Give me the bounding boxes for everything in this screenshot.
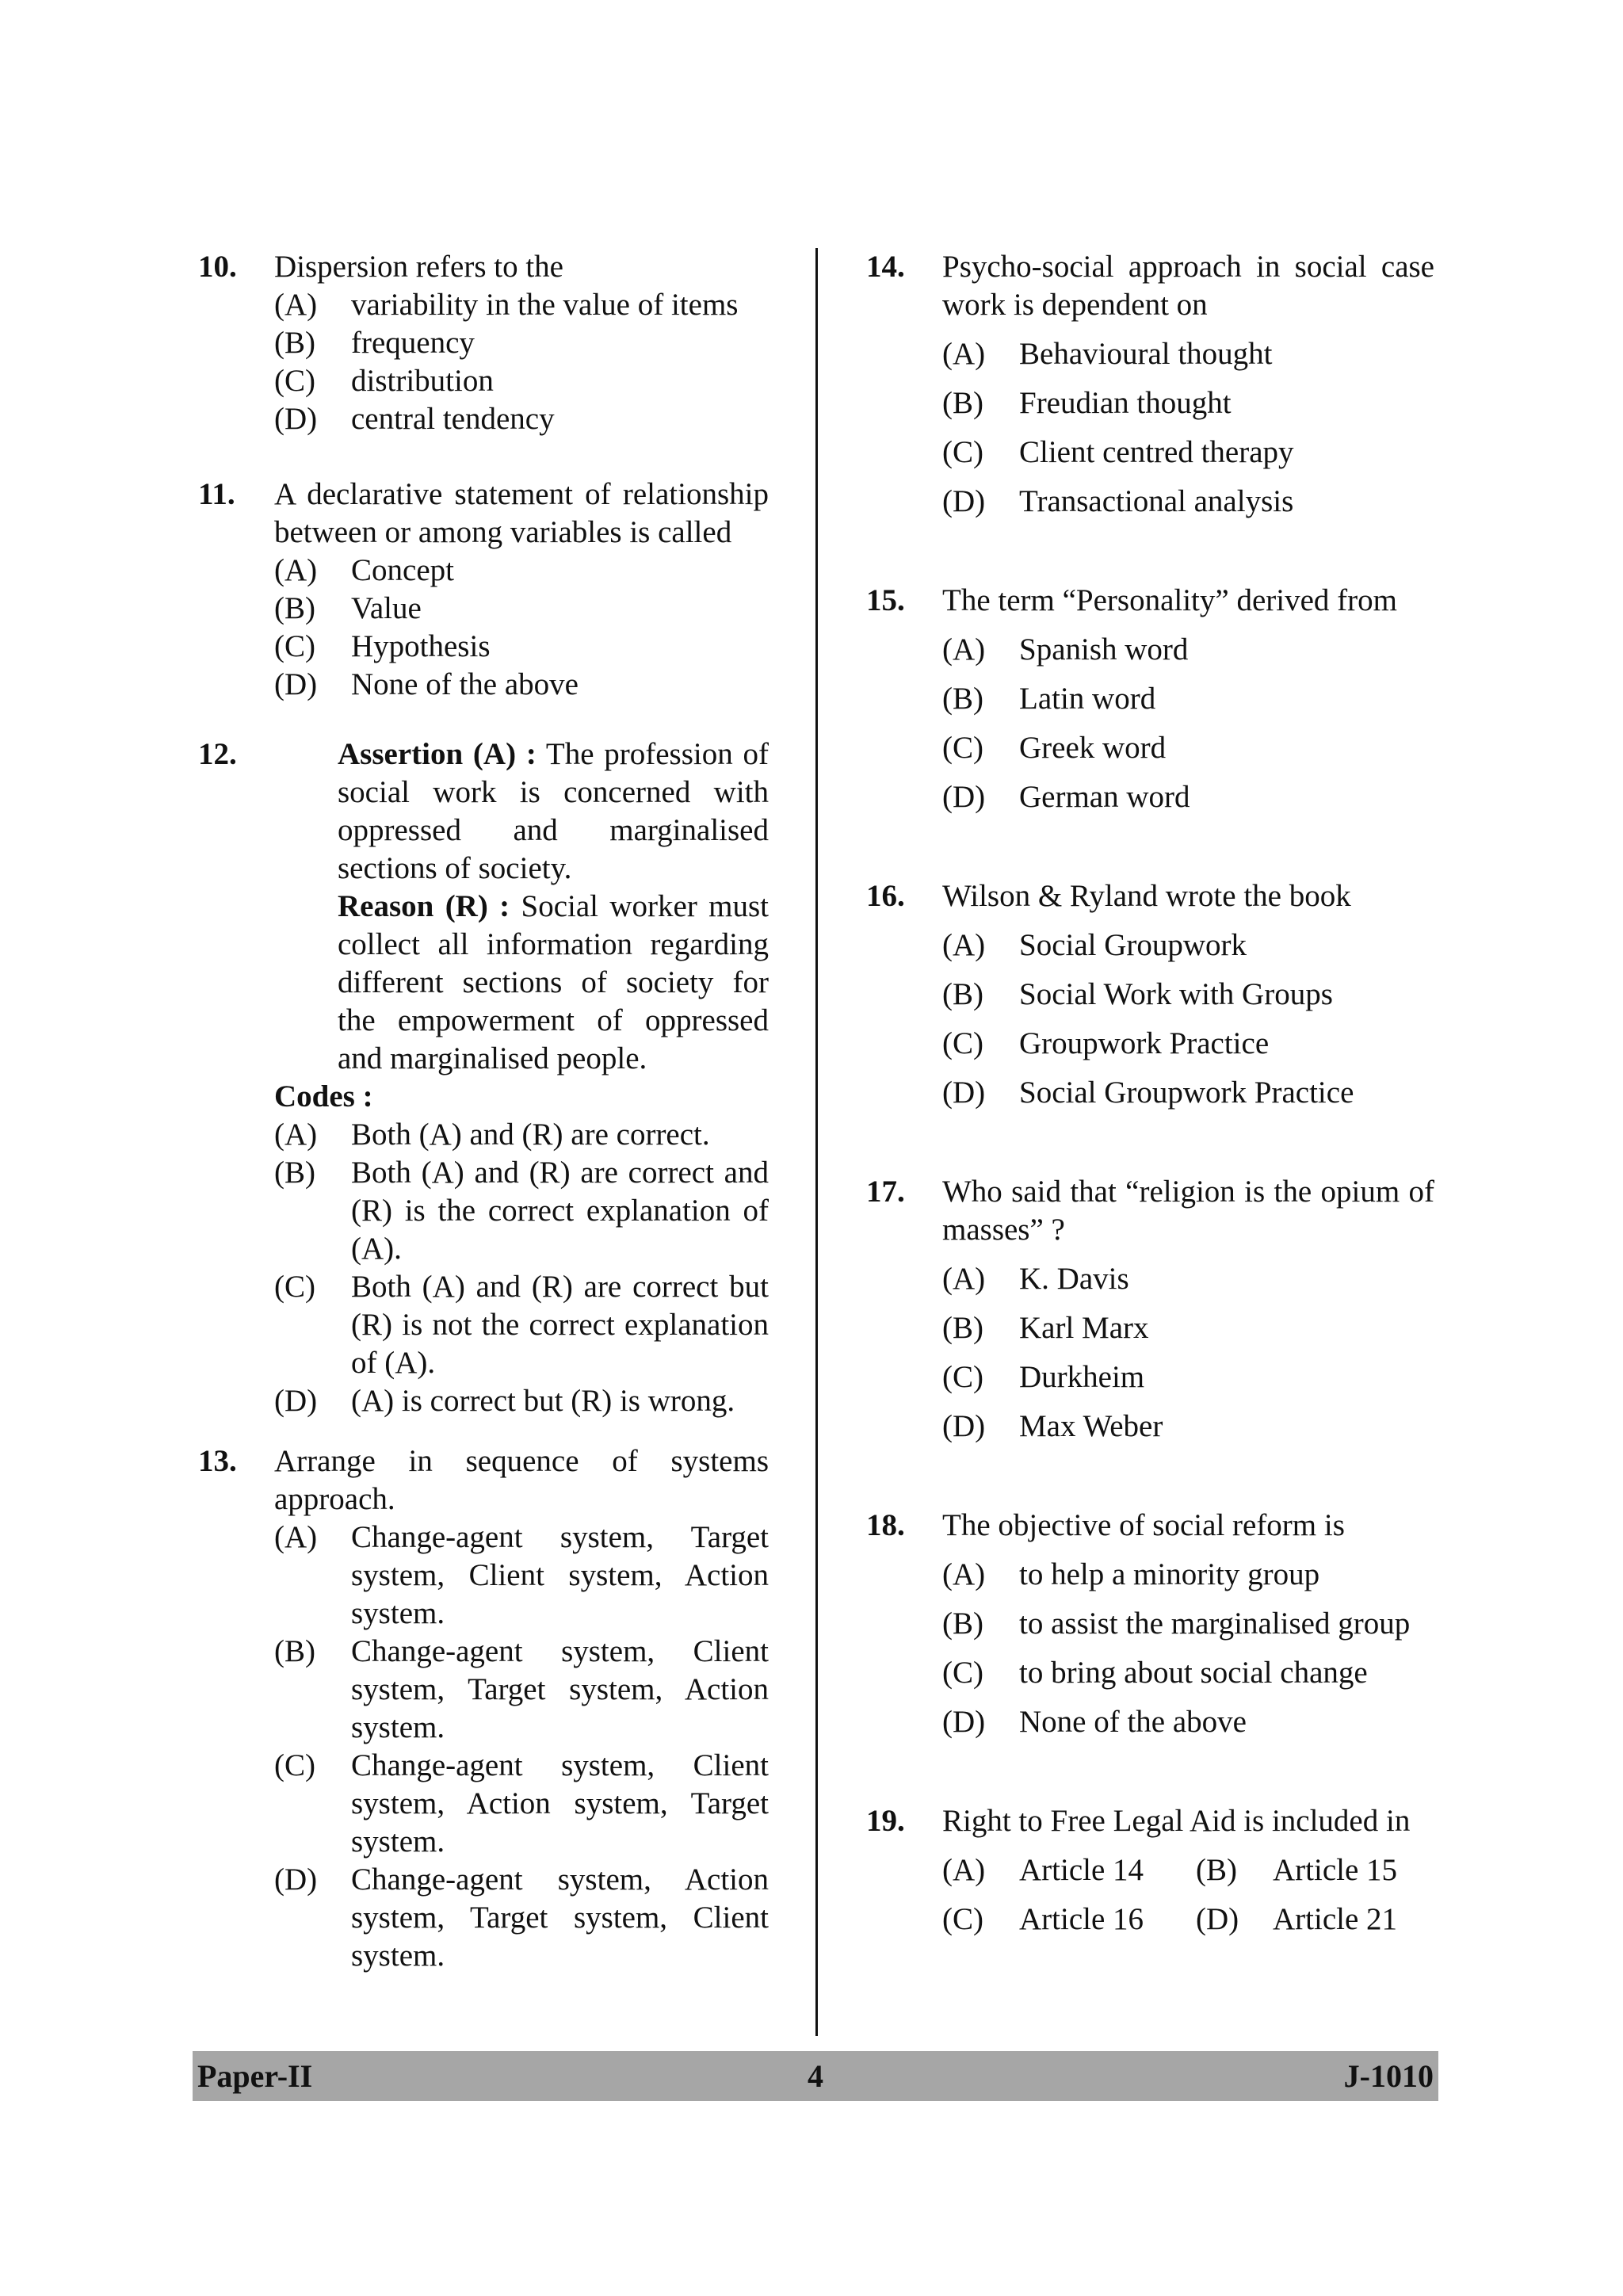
option-a: (A) variability in the value of items xyxy=(274,288,739,322)
question-number: 10. xyxy=(198,250,237,284)
reason-label: Reason (R) : xyxy=(338,889,510,923)
option-a: (A) Concept xyxy=(274,553,454,587)
assertion-text: The profession of social work is concerned with oppressed and marginalised sections of society. xyxy=(338,737,769,885)
option-d: (D) Article 21 xyxy=(1196,1902,1398,1936)
option-d: (D) Max Weber xyxy=(942,1409,1163,1443)
question-number: 14. xyxy=(866,250,905,284)
assertion xyxy=(274,735,769,888)
option-c: (C) Article 16 xyxy=(942,1902,1144,1936)
option-d: (D) None of the above xyxy=(274,667,579,701)
question-11 xyxy=(198,476,769,704)
question-text: Arrange in sequence of systems approach. xyxy=(274,1444,769,1516)
option-b: (B) Social Work with Groups xyxy=(942,977,1333,1011)
option-b: (B) frequency xyxy=(274,326,475,360)
option-b: (B) Karl Marx xyxy=(942,1311,1149,1345)
question-text: Psycho-social approach in social case work is dependent on xyxy=(942,250,1434,322)
option-b: (B) Article 15 xyxy=(1196,1853,1398,1887)
option-c: (C) Change-agent system, Client system, Action system, Target system. xyxy=(274,1748,769,1859)
option-c: (C) Durkheim xyxy=(942,1360,1145,1394)
option-row xyxy=(942,1901,1434,1939)
question-17 xyxy=(866,1173,1434,1446)
question-12 xyxy=(198,735,769,1420)
question-10 xyxy=(198,248,769,438)
option-c: (C) Groupwork Practice xyxy=(942,1026,1270,1060)
paper-label: Paper-II xyxy=(197,2058,313,2094)
codes-label: Codes : xyxy=(274,1079,373,1114)
question-number: 15. xyxy=(866,583,905,617)
question-15 xyxy=(866,582,1434,816)
option-b: (B) Freudian thought xyxy=(942,386,1232,420)
question-text: Dispersion refers to the xyxy=(274,250,563,284)
option-c: (C) Greek word xyxy=(942,731,1167,765)
assertion-label: Assertion (A) : xyxy=(338,737,537,771)
option-b: (B) Both (A) and (R) are correct and (R) is the correct explanation of (A). xyxy=(274,1156,769,1266)
option-a: (A) K. Davis xyxy=(942,1262,1129,1296)
option-c: (C) Both (A) and (R) are correct but (R) is not the correct explanation of (A). xyxy=(274,1270,769,1380)
question-text: Who said that “religion is the opium of masses” ? xyxy=(942,1175,1434,1247)
question-text: Right to Free Legal Aid is included in xyxy=(942,1804,1411,1838)
question-16 xyxy=(866,877,1434,1112)
question-number: 18. xyxy=(866,1508,905,1542)
option-a: (A) Article 14 xyxy=(942,1853,1144,1887)
option-d: (D) Social Groupwork Practice xyxy=(942,1075,1354,1110)
option-a: (A) Spanish word xyxy=(942,632,1189,667)
question-number: 16. xyxy=(866,879,905,913)
question-number: 12. xyxy=(198,737,237,771)
option-a: (A) Change-agent system, Target system, Client system, Action system. xyxy=(274,1520,769,1630)
option-d: (D) central tendency xyxy=(274,402,555,436)
option-a: (A) to help a minority group xyxy=(942,1557,1320,1591)
option-row xyxy=(942,1851,1434,1889)
page-number: 4 xyxy=(808,2058,823,2094)
option-d: (D) German word xyxy=(942,780,1190,814)
question-number: 19. xyxy=(866,1804,905,1838)
paper-code: J-1010 xyxy=(1343,2058,1434,2094)
question-text: The term “Personality” derived from xyxy=(942,583,1397,617)
left-column xyxy=(198,248,769,1975)
option-c: (C) to bring about social change xyxy=(942,1656,1368,1690)
question-number: 17. xyxy=(866,1175,905,1209)
option-d: (D) (A) is correct but (R) is wrong. xyxy=(274,1384,735,1418)
option-b: (B) Value xyxy=(274,591,422,625)
question-number: 13. xyxy=(198,1444,237,1478)
option-a: (A) Both (A) and (R) are correct. xyxy=(274,1117,710,1152)
question-19 xyxy=(866,1802,1434,1939)
question-14 xyxy=(866,248,1434,521)
option-b: (B) Latin word xyxy=(942,682,1156,716)
reason-text: Social worker must collect all information regarding different sections of society for the empowerment of oppressed and marginalised people. xyxy=(338,889,769,1075)
option-c: (C) Client centred therapy xyxy=(942,435,1294,469)
column-divider xyxy=(815,248,818,2036)
question-text: The objective of social reform is xyxy=(942,1508,1345,1542)
option-d: (D) None of the above xyxy=(942,1705,1247,1739)
question-text: A declarative statement of relationship between or among variables is called xyxy=(274,477,769,549)
question-text: Wilson & Ryland wrote the book xyxy=(942,879,1351,913)
option-c: (C) distribution xyxy=(274,364,494,398)
reason xyxy=(274,888,769,1078)
question-number: 11. xyxy=(198,477,235,511)
option-c: (C) Hypothesis xyxy=(274,629,491,663)
option-b: (B) Change-agent system, Client system, Target system, Action system. xyxy=(274,1634,769,1744)
option-b: (B) to assist the marginalised group xyxy=(942,1606,1411,1641)
option-a: (A) Behavioural thought xyxy=(942,337,1273,371)
page-footer xyxy=(193,2051,1438,2101)
option-d: (D) Change-agent system, Action system, Target system, Client system. xyxy=(274,1862,769,1973)
question-13 xyxy=(198,1442,769,1975)
question-18 xyxy=(866,1507,1434,1741)
right-column xyxy=(866,248,1434,1939)
option-a: (A) Social Groupwork xyxy=(942,928,1247,962)
option-d: (D) Transactional analysis xyxy=(942,484,1294,518)
